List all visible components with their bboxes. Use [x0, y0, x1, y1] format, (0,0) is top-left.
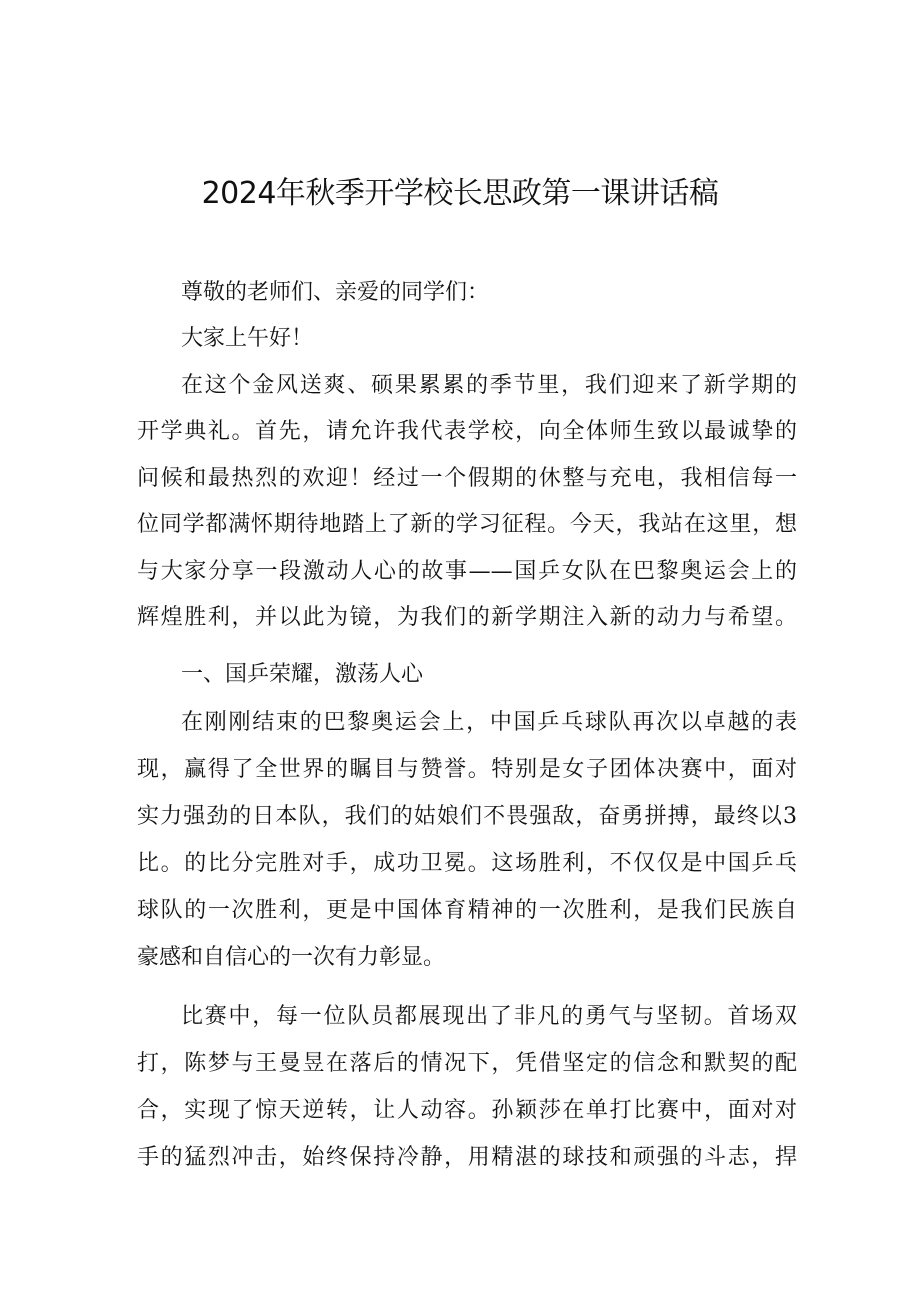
section-heading: 一、国乒荣耀，激荡人心 [181, 662, 424, 687]
paragraph2-line: 现，赢得了全世界的瞩目与赞誉。特别是女子团体决赛中，面对 [137, 757, 797, 782]
document-title: 2024年秋季开学校长思政第一课讲话稿 [201, 176, 719, 211]
paragraph2-line: 豪感和自信心的一次有力彰显。 [137, 945, 446, 970]
paragraph1-line: 位同学都满怀期待地踏上了新的学习征程。今天，我站在这里，想 [137, 512, 797, 537]
paragraph3-line: 合，实现了惊天逆转，让人动容。孙颖莎在单打比赛中，面对对 [137, 1098, 797, 1123]
greeting: 大家上午好！ [181, 326, 314, 351]
paragraph1-line: 开学典礼。首先，请允许我代表学校，向全体师生致以最诚挚的 [137, 419, 797, 444]
paragraph3-line: 手的猛烈冲击，始终保持冷静，用精湛的球技和顽强的斗志，捍 [137, 1145, 797, 1170]
salutation: 尊敬的老师们、亲爱的同学们： [181, 280, 490, 305]
paragraph2-line: 在刚刚结束的巴黎奥运会上，中国乒乓球队再次以卓越的表 [181, 710, 797, 735]
paragraph2-line: 球队的一次胜利，更是中国体育精神的一次胜利，是我们民族自 [137, 898, 797, 923]
paragraph1-line: 在这个金风送爽、硕果累累的季节里，我们迎来了新学期的 [181, 373, 797, 398]
paragraph3-line: 打，陈梦与王曼昱在落后的情况下，凭借坚定的信念和默契的配 [137, 1051, 797, 1076]
paragraph1-line: 辉煌胜利，并以此为镜，为我们的新学期注入新的动力与希望。 [137, 605, 797, 630]
paragraph3-line: 比赛中，每一位队员都展现出了非凡的勇气与坚韧。首场双 [181, 1004, 797, 1029]
paragraph2-line: 比。的比分完胜对手，成功卫冕。这场胜利，不仅仅是中国乒乓 [137, 851, 797, 876]
paragraph2-line: 实力强劲的日本队，我们的姑娘们不畏强敌，奋勇拼搏，最终以3 [137, 804, 797, 829]
paragraph1-line: 与大家分享一段激动人心的故事——国乒女队在巴黎奥运会上的 [137, 559, 797, 584]
paragraph1-line: 问候和最热烈的欢迎！经过一个假期的休整与充电，我相信每一 [137, 466, 797, 491]
